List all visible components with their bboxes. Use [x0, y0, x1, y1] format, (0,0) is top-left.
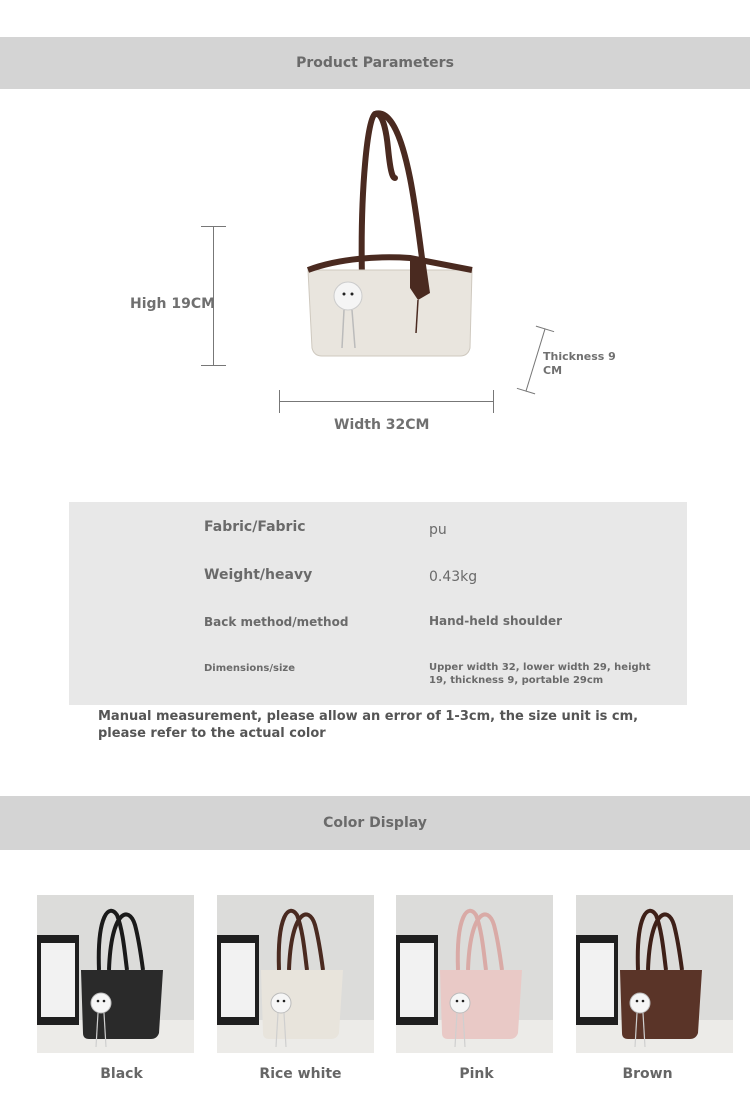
color-swatch-pink[interactable]	[396, 895, 553, 1053]
width-measurement-line	[279, 401, 494, 402]
spec-key-weight: Weight/heavy	[204, 567, 313, 583]
color-swatch-black[interactable]	[37, 895, 194, 1053]
spec-value-fabric: pu	[429, 522, 447, 538]
color-label-rice-white: Rice white	[259, 1066, 342, 1082]
section-title: Color Display	[323, 815, 427, 831]
spec-key-fabric: Fabric/Fabric	[204, 519, 306, 535]
color-label-brown: Brown	[622, 1066, 673, 1082]
product-parameters-header	[0, 37, 750, 89]
product-image-rice-white-bag	[300, 108, 480, 363]
spec-table	[69, 502, 687, 705]
measurement-note: Manual measurement, please allow an error of 1-3cm, the size unit is cm, please refer to the actual color	[98, 709, 639, 741]
color-display-header	[0, 796, 750, 850]
spec-key-dimensions: Dimensions/size	[204, 663, 296, 674]
height-label: High 19CM	[130, 296, 216, 312]
spec-value-weight: 0.43kg	[429, 569, 478, 585]
spec-value-dimensions: Upper width 32, lower width 29, height 19, thickness 9, portable 29cm	[429, 662, 651, 686]
color-swatch-brown[interactable]	[576, 895, 733, 1053]
width-label: Width 32CM	[334, 417, 430, 433]
color-label-black: Black	[100, 1066, 143, 1082]
spec-key-back-method: Back method/method	[204, 615, 349, 629]
color-swatch-rice-white[interactable]	[217, 895, 374, 1053]
color-label-pink: Pink	[459, 1066, 494, 1082]
spec-value-back-method: Hand-held shoulder	[429, 614, 563, 628]
section-title: Product Parameters	[296, 55, 454, 71]
thickness-label: Thickness 9 CM	[543, 350, 616, 377]
